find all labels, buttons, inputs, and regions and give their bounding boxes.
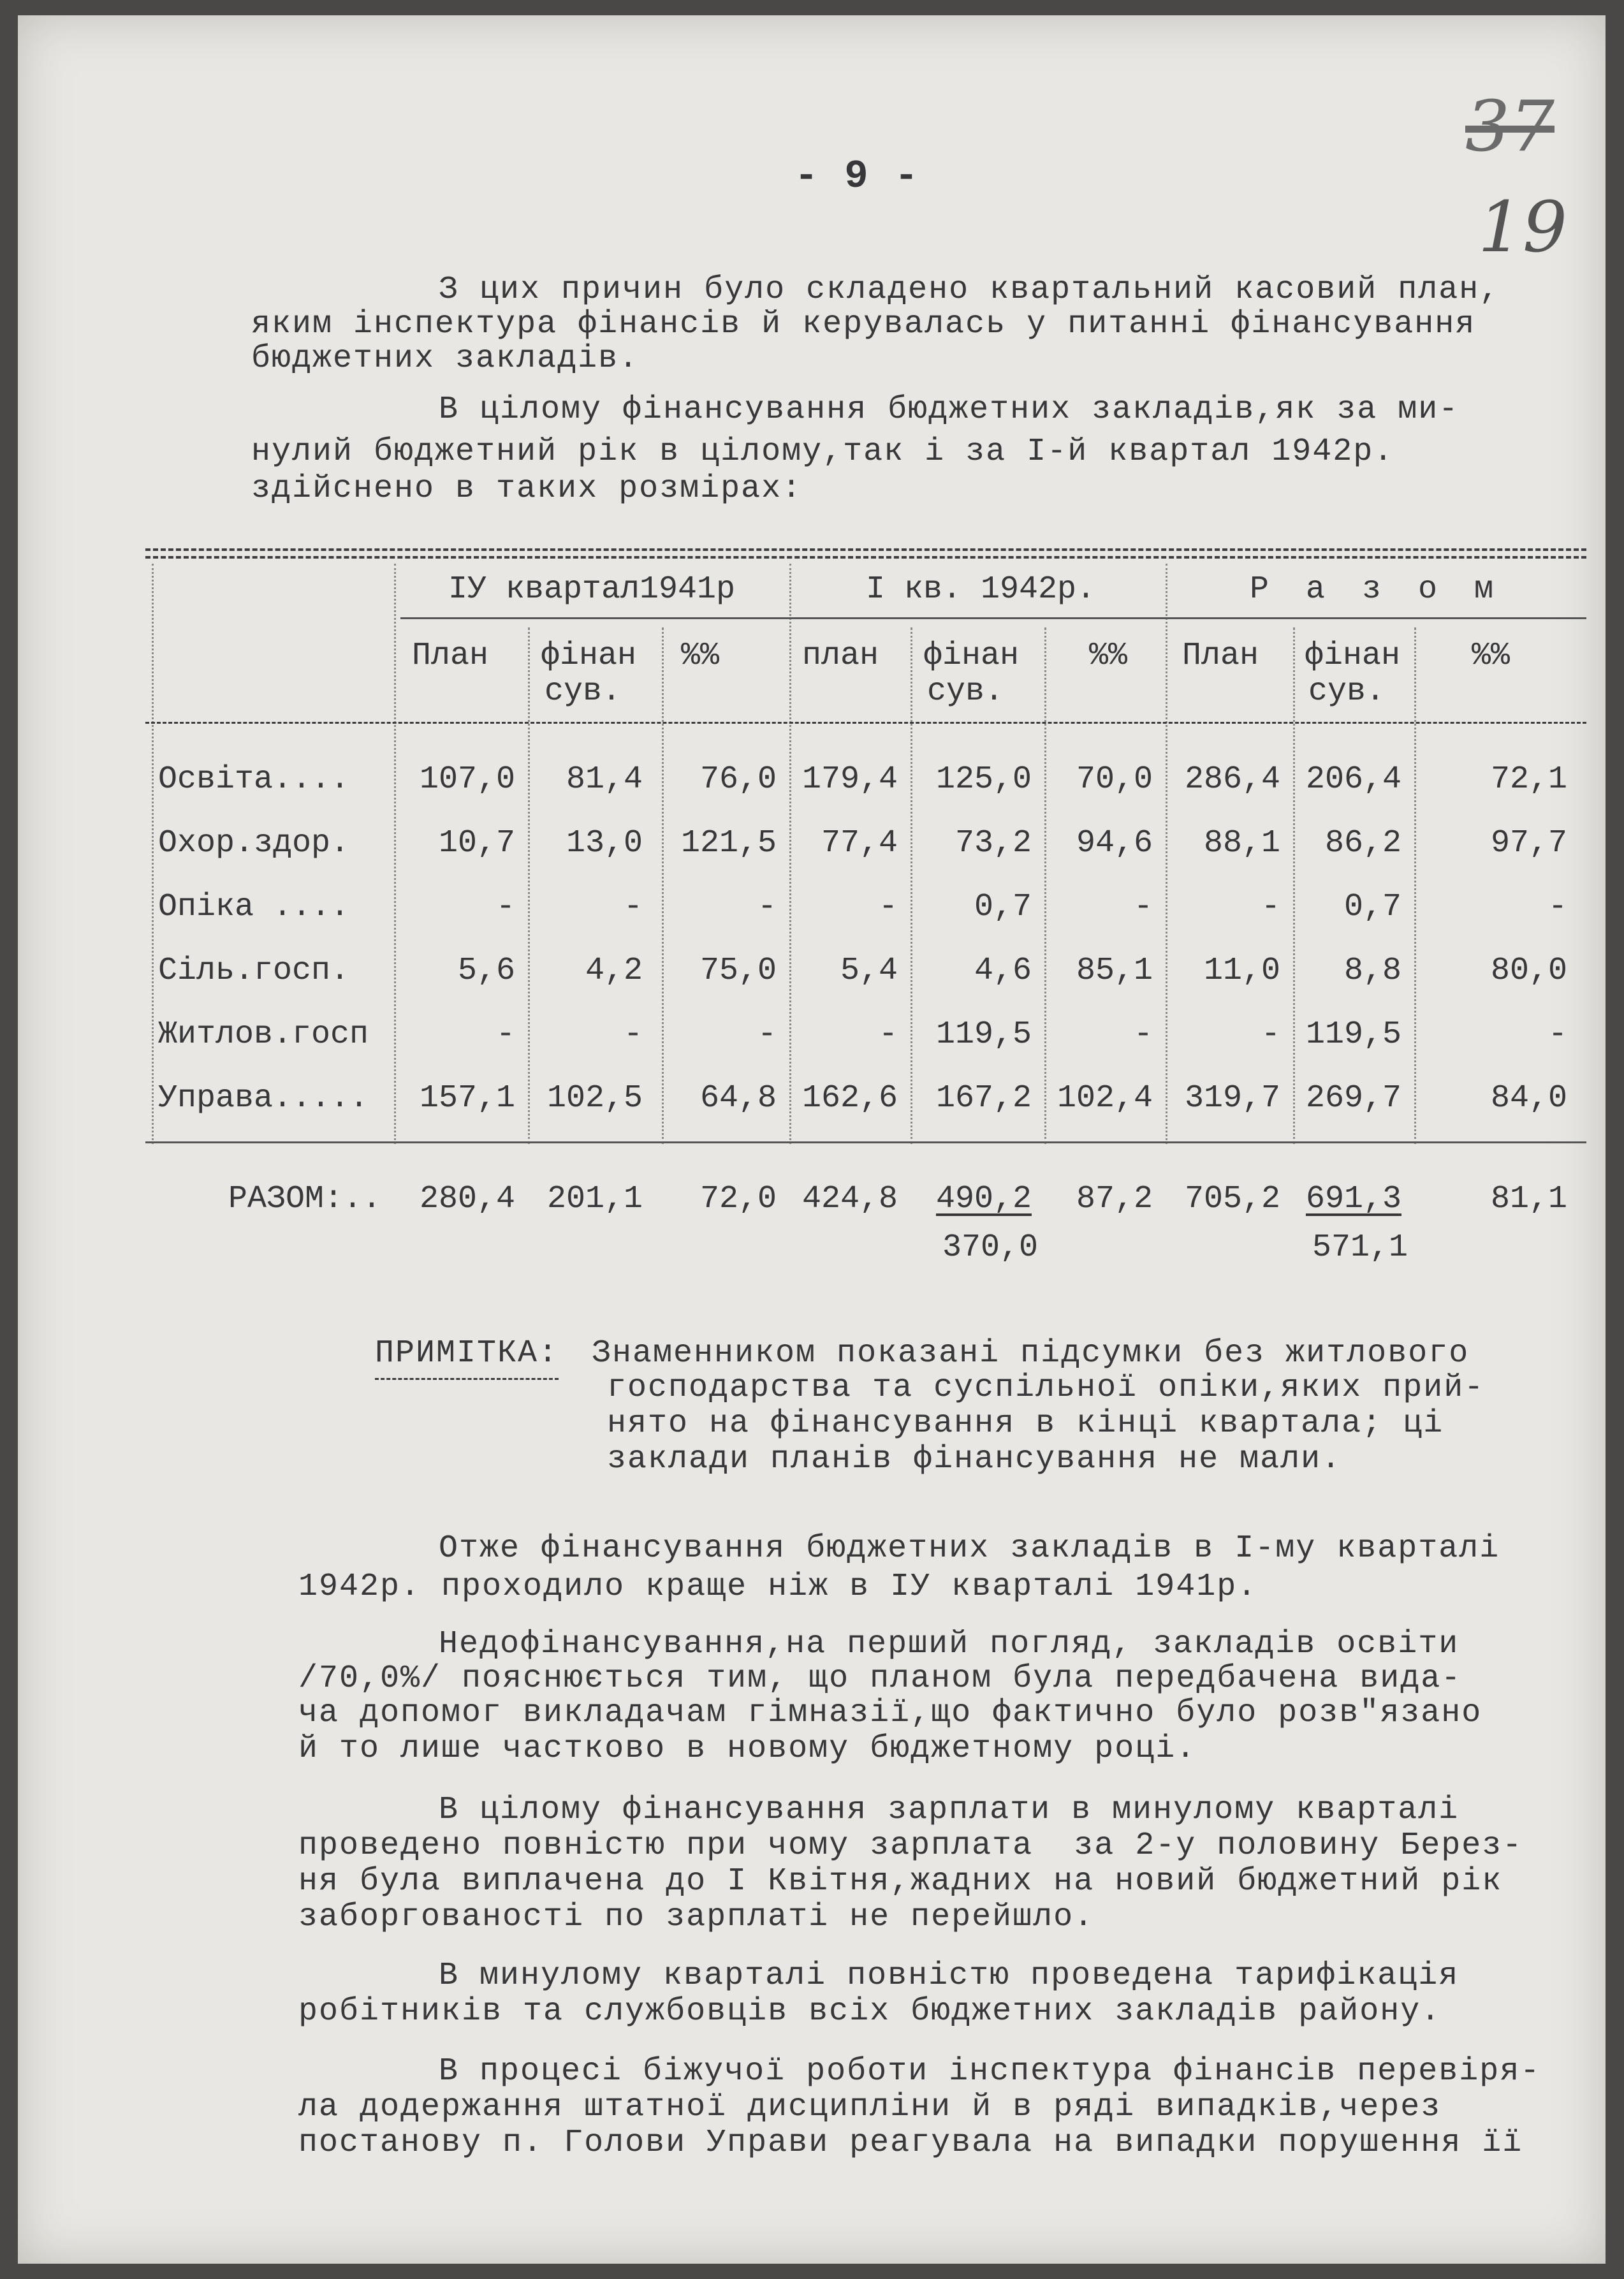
total-cell: 424,8 (801, 1181, 898, 1217)
paragraph-line: 1942р. проходило краще ніж в IУ кварталі 1941р. (298, 1569, 1258, 1605)
table-column-divider (662, 627, 664, 1144)
table-cell: 76,0 (699, 761, 777, 798)
table-cell: 121,5 (680, 825, 777, 861)
paragraph-line: й то лише частково в новому бюджетному році. (298, 1731, 1197, 1767)
table-cell: - (1133, 1016, 1153, 1053)
table-cell: 75,0 (699, 953, 777, 989)
sub-header: фінан (923, 638, 1020, 674)
table-cell: 206,4 (1305, 761, 1401, 798)
table-cell: 119,5 (1305, 1016, 1401, 1053)
note-line: Знаменником показані підсумки без житлового (592, 1335, 1470, 1372)
paragraph-line: проведено повністю при чому зарплата за 2-у половину Берез- (298, 1828, 1523, 1864)
sub-header: %% (681, 638, 720, 674)
table-cell: 88,1 (1203, 825, 1280, 861)
table-cell: 319,7 (1184, 1080, 1280, 1117)
table-cell: 125,0 (935, 761, 1032, 798)
table-cell: - (1261, 889, 1280, 925)
table-cell: 10,7 (438, 825, 515, 861)
sub-header: План (412, 638, 489, 674)
paragraph-line: В цілому фінансування зарплати в минулому кварталі (439, 1792, 1459, 1828)
note-line: господарства та суспільної опіки,яких прий- (607, 1370, 1485, 1406)
group-header: І кв. 1942р. (865, 571, 1096, 608)
table-cell: - (495, 1016, 515, 1053)
paragraph-line: /70,0%/ пояснюється тим, що планом була передбачена вида- (298, 1660, 1462, 1697)
table-cell: 85,1 (1076, 953, 1153, 989)
group-header-rule (400, 617, 1586, 619)
table-cell: 4,2 (585, 953, 643, 989)
paragraph-line: робітників та службовців всіх бюджетних закладів району. (298, 1993, 1442, 2030)
table-cell: - (495, 889, 515, 925)
paragraph-line: яким інспектура фінансів й керувалась у питанні фінансування (251, 306, 1476, 342)
table-cell: 167,2 (935, 1080, 1032, 1117)
table-cell: 70,0 (1076, 761, 1153, 798)
sub-header: фінан (541, 638, 637, 674)
row-label: Управа..... (158, 1080, 369, 1117)
archive-folio-mark: 19 (1478, 186, 1567, 268)
paragraph-line: Отже фінансування бюджетних закладів в І-му кварталі (439, 1530, 1500, 1567)
sub-header: План (1182, 638, 1259, 674)
table-cell: 72,1 (1490, 761, 1567, 798)
table-cell: 162,6 (801, 1080, 898, 1117)
table-cell: - (1261, 1016, 1280, 1053)
total-cell: 280,4 (419, 1181, 515, 1217)
table-cell: 84,0 (1490, 1080, 1567, 1117)
table-column-divider (528, 627, 530, 1144)
table-left-border (152, 564, 154, 1144)
sub-header: %% (1472, 638, 1511, 674)
note-label: ПРИМІТКА: (375, 1335, 559, 1372)
table-cell: - (757, 889, 777, 925)
note-line: заклади планів фінансування не мали. (607, 1441, 1342, 1477)
row-label: Житлов.госп (158, 1016, 369, 1053)
paragraph-line: Недофінансування,на перший погляд, закладів освіти (439, 1626, 1459, 1662)
table-cell: - (878, 1016, 898, 1053)
table-cell: 5,4 (840, 953, 898, 989)
table-cell: 0,7 (974, 889, 1032, 925)
sub-header: фінан (1305, 638, 1401, 674)
total-denominator: 571,1 (1312, 1229, 1408, 1266)
table-cell: 157,1 (419, 1080, 515, 1117)
paragraph-line: ча допомог викладачам гімназії,що фактично було розв"язано (298, 1695, 1482, 1731)
table-cell: 97,7 (1490, 825, 1567, 861)
table-column-divider (1293, 627, 1295, 1144)
sub-header: план (802, 638, 879, 674)
table-top-rule (145, 556, 1586, 559)
total-rule (145, 1141, 1586, 1143)
table-cell: 107,0 (419, 761, 515, 798)
total-cell: 201,1 (546, 1181, 643, 1217)
row-label: Опіка .... (158, 889, 350, 925)
page-number: - 9 - (794, 154, 920, 199)
header-bottom-rule (145, 722, 1586, 724)
row-label: Охор.здор. (158, 825, 350, 861)
table-cell: 80,0 (1490, 953, 1567, 989)
sub-header: сув. (1308, 673, 1386, 710)
paragraph-line: постанову п. Голови Управи реагувала на випадки порушення її (298, 2125, 1523, 2161)
paragraph-line: здійснено в таких розмірах: (251, 471, 803, 507)
archive-folio-mark-crossed: 37 (1465, 85, 1555, 167)
total-cell: 87,2 (1076, 1181, 1153, 1217)
table-cell: 13,0 (566, 825, 643, 861)
table-cell: 4,6 (974, 953, 1032, 989)
paragraph-line: В процесі біжучої роботи інспектура фінансів перевіря- (439, 2053, 1541, 2090)
paragraph-line: бюджетних закладів. (251, 341, 640, 377)
document-page (18, 15, 1606, 2264)
table-cell: 119,5 (935, 1016, 1032, 1053)
table-cell: - (1547, 1016, 1567, 1053)
total-cell: 490,2 (935, 1181, 1032, 1217)
table-column-divider (394, 564, 396, 1144)
total-cell: 72,0 (699, 1181, 777, 1217)
table-cell: 286,4 (1184, 761, 1280, 798)
table-cell: 8,8 (1343, 953, 1401, 989)
table-cell: 73,2 (955, 825, 1032, 861)
table-cell: 11,0 (1203, 953, 1280, 989)
sub-header: сув. (545, 673, 622, 710)
total-denominator: 370,0 (942, 1229, 1038, 1266)
table-cell: - (1547, 889, 1567, 925)
table-cell: 81,4 (566, 761, 643, 798)
table-cell: 77,4 (821, 825, 898, 861)
sub-header: сув. (927, 673, 1004, 710)
group-header: IУ квартал1941р (448, 571, 736, 608)
table-cell: 86,2 (1324, 825, 1401, 861)
table-cell: 102,4 (1057, 1080, 1153, 1117)
note-line: нято на фінансування в кінці квартала; ці (607, 1405, 1444, 1442)
table-cell: 5,6 (457, 953, 515, 989)
table-cell: 269,7 (1305, 1080, 1401, 1117)
paragraph-line: В минулому кварталі повністю проведена тарифікація (439, 1958, 1459, 1994)
group-header: Р а з о м (1249, 571, 1503, 608)
paragraph-line: заборгованості по зарплаті не перейшло. (298, 1899, 1095, 1935)
table-cell: - (1133, 889, 1153, 925)
total-cell: 691,3 (1305, 1181, 1401, 1217)
total-cell: 705,2 (1184, 1181, 1280, 1217)
total-label: РАЗОМ:.. (228, 1181, 382, 1217)
table-cell: - (757, 1016, 777, 1053)
table-cell: 94,6 (1076, 825, 1153, 861)
row-label: Сіль.госп. (158, 953, 350, 989)
table-column-divider (1414, 627, 1416, 1144)
table-column-divider (911, 627, 912, 1144)
paragraph-line: ня була виплачена до І Квітня,жадних на новий бюджетний рік (298, 1863, 1503, 1900)
table-cell: - (878, 889, 898, 925)
table-column-divider (1044, 627, 1046, 1144)
paragraph-line: ла додержання штатної дисципліни й в ряді випадків,через (298, 2089, 1442, 2125)
table-cell: - (623, 1016, 643, 1053)
table-cell: 179,4 (801, 761, 898, 798)
sub-header: %% (1089, 638, 1128, 674)
paragraph-line: В цілому фінансування бюджетних закладів,як за ми- (439, 392, 1459, 428)
total-cell: 81,1 (1490, 1181, 1567, 1217)
table-cell: - (623, 889, 643, 925)
table-cell: 64,8 (699, 1080, 777, 1117)
row-label: Освіта.... (158, 761, 350, 798)
table-cell: 102,5 (546, 1080, 643, 1117)
paragraph-line: З цих причин було складено квартальний касовий план, (439, 272, 1500, 308)
table-cell: 0,7 (1343, 889, 1401, 925)
table-top-rule (145, 548, 1586, 551)
paragraph-line: нулий бюджетний рік в цілому,так і за І-й квартал 1942р. (251, 434, 1394, 470)
